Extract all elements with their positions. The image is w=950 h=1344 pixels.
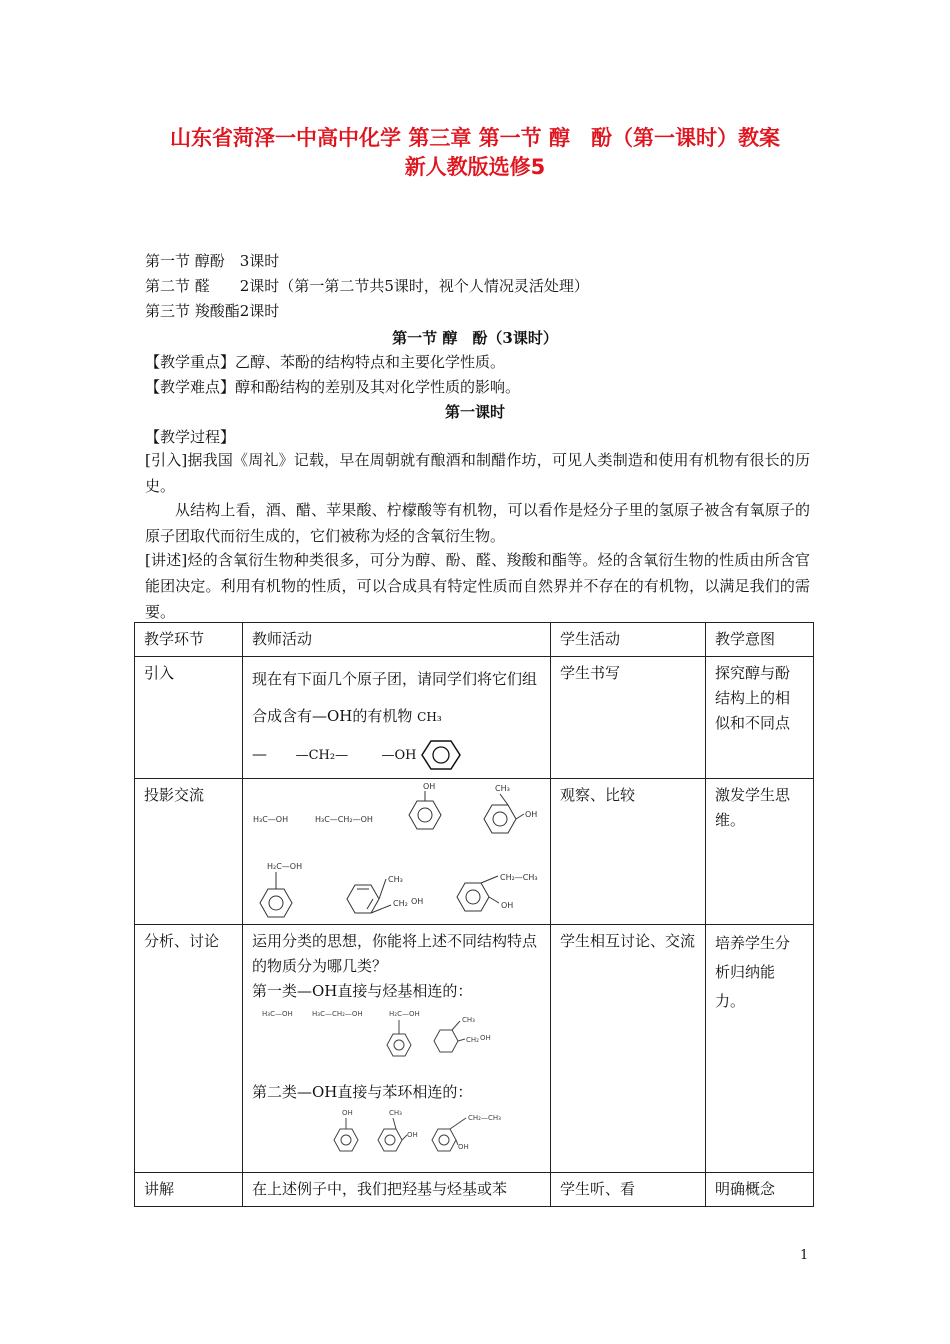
projected-structures-figure xyxy=(243,779,550,924)
row2-stage: 投影交流 xyxy=(135,779,243,925)
row1-purpose: 探究醇与酚结构上的相似和不同点 xyxy=(706,657,814,779)
class2-cresol-oh-label: OH xyxy=(407,1131,418,1139)
header-purpose: 教学意图 xyxy=(706,623,814,657)
table-row xyxy=(135,925,814,1173)
row1-teacher-text: 现在有下面几个原子团，请同学们将它们组合成含有—OH的有机物 xyxy=(252,670,538,725)
header-teacher: 教师活动 xyxy=(243,623,551,657)
row3-purpose: 培养学生分析归纳能力。 xyxy=(706,925,814,1173)
class2-cresol-ch3-label: CH₃ xyxy=(389,1109,402,1117)
benzene-ring-icon xyxy=(378,1129,402,1151)
row4-teacher: 在上述例子中，我们把羟基与烃基或苯 xyxy=(243,1173,551,1207)
row1-teacher xyxy=(243,657,551,779)
row4-stage: 讲解 xyxy=(135,1173,243,1207)
ethylphenol-oh-label: OH xyxy=(501,901,514,910)
row2-structures xyxy=(243,779,551,925)
row2-student: 观察、比较 xyxy=(551,779,706,925)
schedule-line-3: 第三节 羧酸酯2课时 xyxy=(145,302,280,320)
process-label: 【教学过程】 xyxy=(145,428,236,446)
header-stage: 教学环节 xyxy=(135,623,243,657)
row2-purpose: 激发学生思维。 xyxy=(706,779,814,925)
methylbenzyl-ch2-label: CH₂ xyxy=(393,899,408,908)
row3-question: 运用分类的思想，你能将上述不同结构特点的物质分为哪几类？ xyxy=(252,932,538,975)
structure-paragraph: 从结构上看，酒、醋、苹果酸、柠檬酸等有机物，可以看作是烃分子里的氢原子被含有氧原子的原子团取代而衍生成的，它们被称为烃的含氧衍生物。 xyxy=(145,501,810,545)
section-heading: 第一节 醇 酚（3课时） xyxy=(392,329,558,347)
cresol-ch3-label: CH₃ xyxy=(495,784,510,793)
benzene-ring-icon xyxy=(387,1034,411,1056)
row3-class2: 第二类—OH直接与苯环相连的： xyxy=(252,1083,473,1101)
class1-ethanol-label: H₃C—CH₂—OH xyxy=(312,1010,363,1018)
benzene-ring-icon xyxy=(260,889,292,917)
benzene-ring-icon xyxy=(457,883,489,911)
lesson-heading: 第一课时 xyxy=(444,403,505,421)
phenol-oh-label: OH xyxy=(423,782,436,791)
benzene-ring-icon xyxy=(434,1030,458,1052)
table-row xyxy=(135,1173,814,1207)
methylbenzyl-ch3-label: CH₃ xyxy=(388,875,403,884)
table-header-row xyxy=(135,623,814,657)
class1-ch3-label: CH₃ xyxy=(462,1016,475,1024)
class2-ethyl-label: CH₂—CH₃ xyxy=(468,1114,501,1122)
class2-phenol-oh-label: OH xyxy=(342,1109,353,1117)
row3-student: 学生相互讨论、交流 xyxy=(551,925,706,1173)
class2-ethylphenol-oh-label: OH xyxy=(458,1143,469,1151)
fragment-ch2: —CH₂— xyxy=(295,748,349,763)
benzene-ring-icon xyxy=(334,1129,358,1151)
class1-benzyl-label: H₂C—OH xyxy=(389,1010,420,1018)
benzene-ring-icon xyxy=(421,739,461,771)
fragment-ch3: CH₃ xyxy=(417,710,442,724)
class2-structures-figure xyxy=(252,1105,532,1157)
class1-oh-label: OH xyxy=(480,1034,491,1042)
row3-class1: 第一类—OH直接与烃基相连的： xyxy=(252,982,473,1000)
ethanol-label: H₃C—CH₂—OH xyxy=(315,815,373,824)
class1-ch2-label: CH₂ xyxy=(466,1036,479,1044)
intro-paragraph: [引入]据我国《周礼》记载，早在周朝就有酿酒和制醋作坊，可见人类制造和使用有机物有很长的历史。 xyxy=(145,451,810,495)
key-point: 【教学重点】乙醇、苯酚的结构特点和主要化学性质。 xyxy=(145,353,506,371)
schedule-line-1: 第一节 醇酚 3课时 xyxy=(145,252,280,270)
class1-methanol-label: H₃C—OH xyxy=(262,1010,293,1018)
table-row xyxy=(135,779,814,925)
fragment-oh: —OH xyxy=(381,748,417,763)
document-title-line-2: 新人教版选修5 xyxy=(404,155,546,179)
document-title-line-1: 山东省菏泽一中高中化学 第三章 第一节 醇 酚（第一课时）教案 xyxy=(170,126,780,150)
fragment-dash: — xyxy=(252,745,267,763)
lecture-paragraph: [讲述]烃的含氧衍生物种类很多，可分为醇、酚、醛、羧酸和酯等。烃的含氧衍生物的性质由所含官能团决定。利用有机物的性质，可以合成具有特定性质而自然界并不存在的有机物，以满足我们的需要。 xyxy=(145,551,810,621)
row3-stage: 分析、讨论 xyxy=(135,925,243,1173)
class1-structures-figure xyxy=(252,1004,532,1066)
page-number: 1 xyxy=(800,1248,809,1263)
header-student: 学生活动 xyxy=(551,623,706,657)
schedule-line-2: 第二节 醛 2课时（第一第二节共5课时，视个人情况灵活处理） xyxy=(145,277,589,295)
benzene-ring-icon xyxy=(409,801,441,829)
benzyl-ch2oh-label: H₂C—OH xyxy=(267,862,303,871)
difficult-point: 【教学难点】醇和酚结构的差别及其对化学性质的影响。 xyxy=(145,378,521,396)
teaching-table xyxy=(134,622,814,1207)
row4-purpose: 明确概念 xyxy=(706,1173,814,1207)
benzene-ring-icon xyxy=(432,1129,456,1151)
table-row xyxy=(135,657,814,779)
row3-teacher xyxy=(243,925,551,1173)
benzene-ring-icon xyxy=(484,805,516,833)
methanol-label: H₃C—OH xyxy=(253,815,289,824)
row1-stage: 引入 xyxy=(135,657,243,779)
ethylphenol-chain-label: CH₂—CH₃ xyxy=(500,873,538,882)
row1-student: 学生书写 xyxy=(551,657,706,779)
cresol-oh-label: OH xyxy=(525,810,538,819)
methylbenzyl-oh-label: OH xyxy=(411,897,424,906)
row4-student: 学生听、看 xyxy=(551,1173,706,1207)
